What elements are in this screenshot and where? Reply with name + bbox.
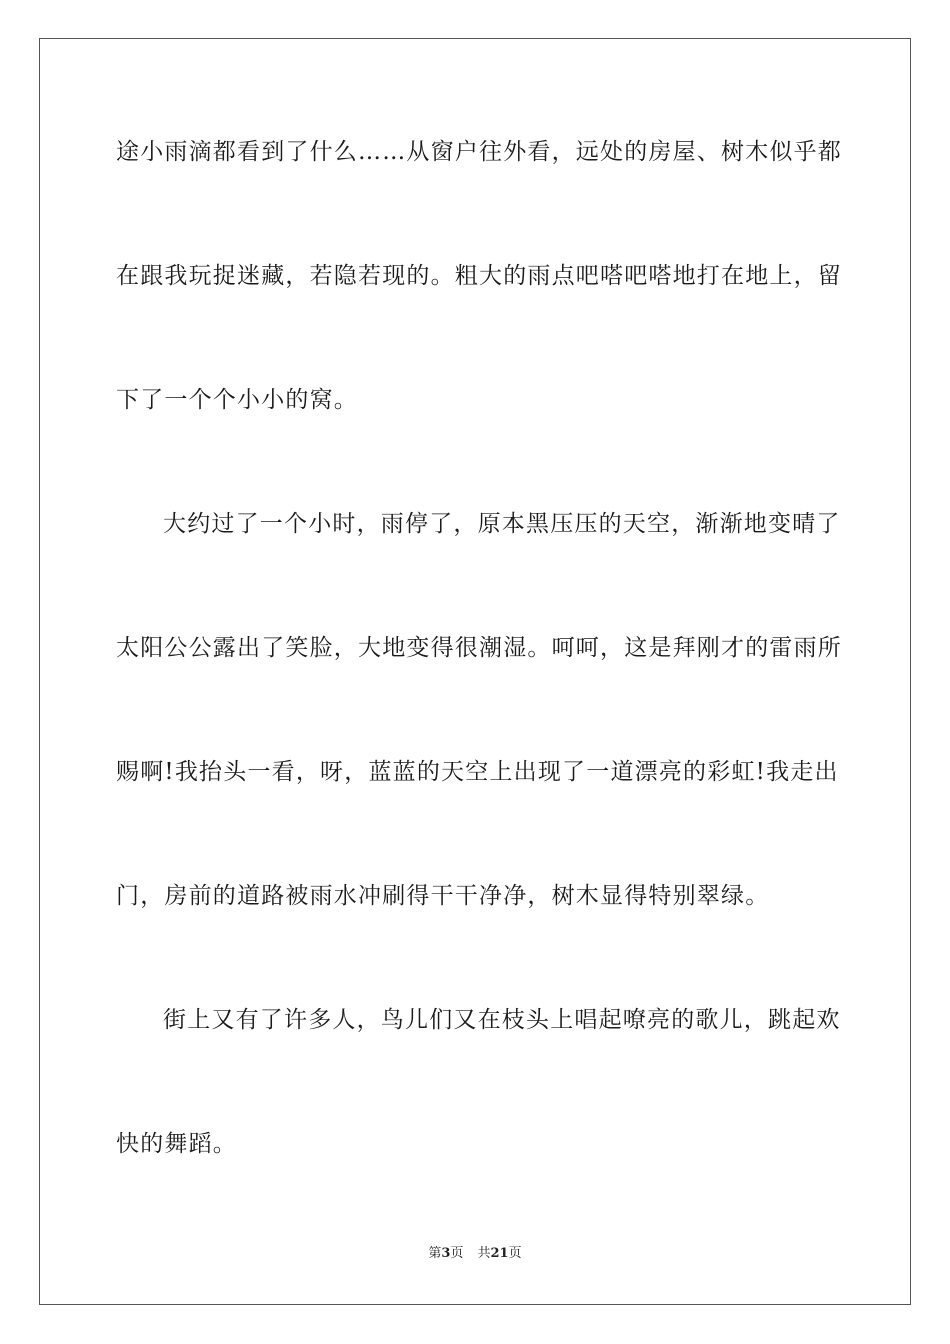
total-suffix: 页 [508, 1246, 522, 1261]
text-line: 赐啊!我抬头一看，呀，蓝蓝的天空上出现了一道漂亮的彩虹!我走出 [116, 759, 839, 785]
text-line: 太阳公公露出了笑脸，大地变得很潮湿。呵呵，这是拜刚才的雷雨所 [116, 635, 842, 661]
total-prefix: 共 [477, 1246, 491, 1261]
text-line: 快的舞蹈。 [116, 1131, 237, 1157]
page-frame [39, 38, 911, 1305]
paragraph-start-line: 大约过了一个小时，雨停了，原本黑压压的天空，渐渐地变晴了 [163, 511, 841, 537]
text-line: 下了一个个小小的窝。 [116, 387, 358, 413]
text-line: 途小雨滴都看到了什么……从窗户往外看，远处的房屋、树木似乎都 [116, 139, 842, 165]
text-line: 在跟我玩捉迷藏，若隐若现的。粗大的雨点吧嗒吧嗒地打在地上，留 [116, 263, 842, 289]
page-prefix: 第 [428, 1246, 442, 1261]
total-page-number: 21 [490, 1246, 509, 1261]
page-footer [0, 1245, 950, 1263]
text-line: 门，房前的道路被雨水冲刷得干干净净，树木显得特别翠绿。 [116, 883, 770, 909]
page-suffix: 页 [450, 1246, 464, 1261]
current-page-number: 3 [441, 1246, 451, 1261]
paragraph-start-line: 街上又有了许多人，鸟儿们又在枝头上唱起嘹亮的歌儿，跳起欢 [163, 1007, 841, 1033]
